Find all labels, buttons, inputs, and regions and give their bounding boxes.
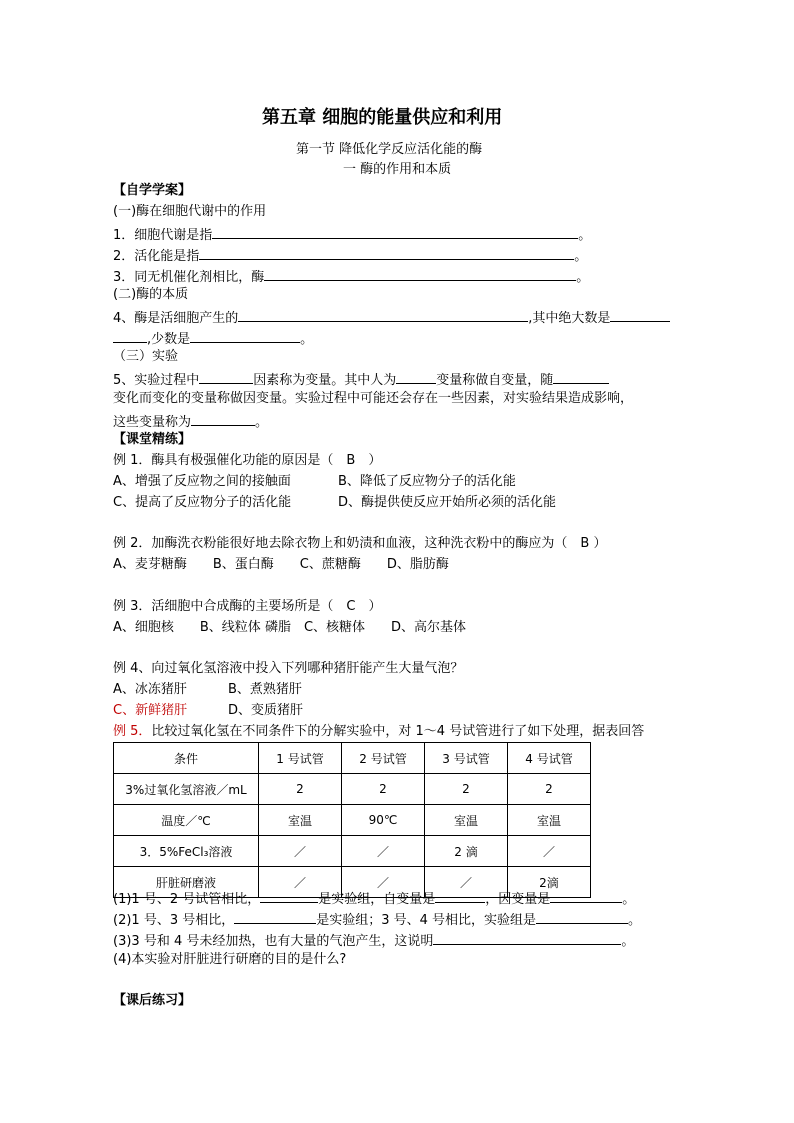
- period: 。: [576, 270, 590, 285]
- answer-blank[interactable]: [260, 888, 318, 903]
- table-cell: ／: [342, 867, 425, 898]
- question-5-a: 5、实验过程中: [113, 373, 200, 388]
- table-cell: 3%过氧化氢溶液／mL: [114, 774, 259, 805]
- section-title: 第一节 降低化学反应活化能的酶: [296, 142, 483, 157]
- table-question-4: (4)本实验对肝脏进行研磨的目的是什么?: [113, 952, 347, 967]
- answer-blank[interactable]: [553, 369, 609, 384]
- table-cell: 3．5%FeCl₃溶液: [114, 836, 259, 867]
- table-cell: 2: [342, 774, 425, 805]
- example-1-option-b: B、降低了反应物分子的活化能: [338, 474, 516, 489]
- answer-blank[interactable]: [199, 369, 253, 384]
- answer-blank[interactable]: [435, 888, 485, 903]
- table-cell: ／: [342, 836, 425, 867]
- question-4-cont: [113, 328, 313, 349]
- answer-blank[interactable]: [199, 245, 574, 260]
- example-1-option-d: D、酶提供使反应开始所必须的活化能: [338, 495, 557, 510]
- question-5-line2: 变化而变化的变量称做因变量。实验过程中可能还会存在一些因素，对实验结果造成影响，: [113, 391, 634, 406]
- answer-blank[interactable]: [610, 307, 670, 322]
- period: 。: [621, 934, 635, 949]
- answer-blank[interactable]: [234, 909, 316, 924]
- answer-blank[interactable]: [264, 266, 576, 281]
- example-2-options: A、麦芽糖酶 B、蛋白酶 C、蔗糖酶 D、脂肪酶: [113, 557, 449, 572]
- question-4: [113, 307, 670, 328]
- example-3: 例 3．活细胞中合成酶的主要场所是（ C ）: [113, 599, 382, 614]
- table-cell: 2 滴: [425, 836, 508, 867]
- question-1: [113, 224, 591, 245]
- period: 。: [622, 892, 636, 907]
- example-4-option-d: D、变质猪肝: [228, 703, 304, 718]
- table-cell: 室温: [259, 805, 342, 836]
- table-cell: 2滴: [508, 867, 591, 898]
- question-5-e: 这些变量称为: [113, 415, 192, 430]
- table-cell: 肝脏研磨液: [114, 867, 259, 898]
- answer-blank[interactable]: [212, 224, 578, 239]
- period: 。: [255, 415, 269, 430]
- page-title: 第五章 细胞的能量供应和利用: [262, 107, 503, 128]
- experiment-table: [113, 742, 591, 898]
- table-question-1: [113, 888, 635, 909]
- example-1: 例 1．酶具有极强催化功能的原因是（ B ）: [113, 453, 382, 468]
- part3-heading: （三）实验: [113, 349, 179, 364]
- table-header-cell: 条件: [114, 743, 259, 774]
- tq3-a: (3)3 号和 4 号未经加热，也有大量的气泡产生，这说明: [113, 934, 434, 949]
- period: 。: [628, 913, 642, 928]
- tq2-a: (2)1 号、3 号相比，: [113, 913, 235, 928]
- table-question-2: [113, 909, 641, 930]
- question-5: [113, 369, 609, 390]
- period: 。: [574, 249, 588, 264]
- table-cell: 2: [259, 774, 342, 805]
- practice-heading: 【课堂精练】: [113, 432, 192, 447]
- question-2: [113, 245, 587, 266]
- table-cell: 室温: [508, 805, 591, 836]
- answer-blank[interactable]: [238, 307, 528, 322]
- example-4-option-c: C、新鲜猪肝: [113, 703, 188, 718]
- tq1-b: 是实验组，自变量是: [318, 892, 436, 907]
- answer-blank[interactable]: [113, 328, 147, 343]
- example-5-label: 例 5．: [113, 724, 152, 739]
- question-4-text: 4、酶是活细胞产生的: [113, 311, 239, 326]
- period: 。: [300, 332, 314, 347]
- question-5-c: 变量称做自变量，随: [436, 373, 554, 388]
- table-cell: 温度／℃: [114, 805, 259, 836]
- part2-heading: (二)酶的本质: [113, 287, 189, 302]
- question-2-text: 2．活化能是指: [113, 249, 200, 264]
- homework-heading: 【课后练习】: [113, 993, 192, 1008]
- answer-blank[interactable]: [433, 930, 621, 945]
- answer-blank[interactable]: [550, 888, 622, 903]
- table-header-cell: 2 号试管: [342, 743, 425, 774]
- self-study-heading: 【自学学案】: [113, 183, 192, 198]
- table-header-row: [114, 743, 591, 774]
- question-4-end: ,少数是: [147, 332, 191, 347]
- table-cell: ／: [259, 867, 342, 898]
- answer-blank[interactable]: [190, 328, 300, 343]
- example-2: 例 2．加酶洗衣粉能很好地去除衣物上和奶渍和血液，这种洗衣粉中的酶应为（ B ）: [113, 536, 607, 551]
- answer-blank[interactable]: [191, 411, 255, 426]
- table-cell: ／: [259, 836, 342, 867]
- subsection-title: 一 酶的作用和本质: [343, 162, 452, 177]
- question-1-text: 1．细胞代谢是指: [113, 228, 213, 243]
- table-row: [114, 836, 591, 867]
- answer-blank[interactable]: [396, 369, 436, 384]
- table-header-cell: 4 号试管: [508, 743, 591, 774]
- example-4-option-a: A、冰冻猪肝: [113, 682, 187, 697]
- example-4: 例 4、向过氧化氢溶液中投入下列哪种猪肝能产生大量气泡？: [113, 661, 464, 676]
- question-4-mid: ,其中绝大数是: [528, 311, 611, 326]
- table-row: [114, 805, 591, 836]
- table-cell: 90℃: [342, 805, 425, 836]
- table-question-3: [113, 930, 634, 951]
- example-4-option-b: B、煮熟猪肝: [228, 682, 302, 697]
- example-5: [113, 723, 644, 741]
- table-cell: 2: [508, 774, 591, 805]
- period: 。: [578, 228, 592, 243]
- question-5-line3: [113, 411, 268, 432]
- table-cell: 室温: [425, 805, 508, 836]
- table-header-cell: 1 号试管: [259, 743, 342, 774]
- table-header-cell: 3 号试管: [425, 743, 508, 774]
- tq1-c: ，因变量是: [485, 892, 551, 907]
- tq1-a: (1)1 号、2 号试管相比，: [113, 892, 261, 907]
- example-1-option-a: A、增强了反应物之间的接触面: [113, 474, 291, 489]
- question-3-text: 3．同无机催化剂相比，酶: [113, 270, 265, 285]
- table-cell: 2: [425, 774, 508, 805]
- tq2-b: 是实验组；3 号、4 号相比，实验组是: [316, 913, 537, 928]
- example-3-options: A、细胞核 B、线粒体 磷脂 C、核糖体 D、高尔基体: [113, 620, 467, 635]
- answer-blank[interactable]: [536, 909, 628, 924]
- table-cell: ／: [425, 867, 508, 898]
- part1-heading: (一)酶在细胞代谢中的作用: [113, 204, 267, 219]
- example-1-option-c: C、提高了反应物分子的活化能: [113, 495, 292, 510]
- table-cell: ／: [508, 836, 591, 867]
- table-row: [114, 774, 591, 805]
- example-5-text: 比较过氧化氢在不同条件下的分解实验中，对 1～4 号试管进行了如下处理，据表回答: [151, 724, 645, 739]
- question-5-b: 因素称为变量。其中人为: [253, 373, 397, 388]
- question-3: [113, 266, 589, 287]
